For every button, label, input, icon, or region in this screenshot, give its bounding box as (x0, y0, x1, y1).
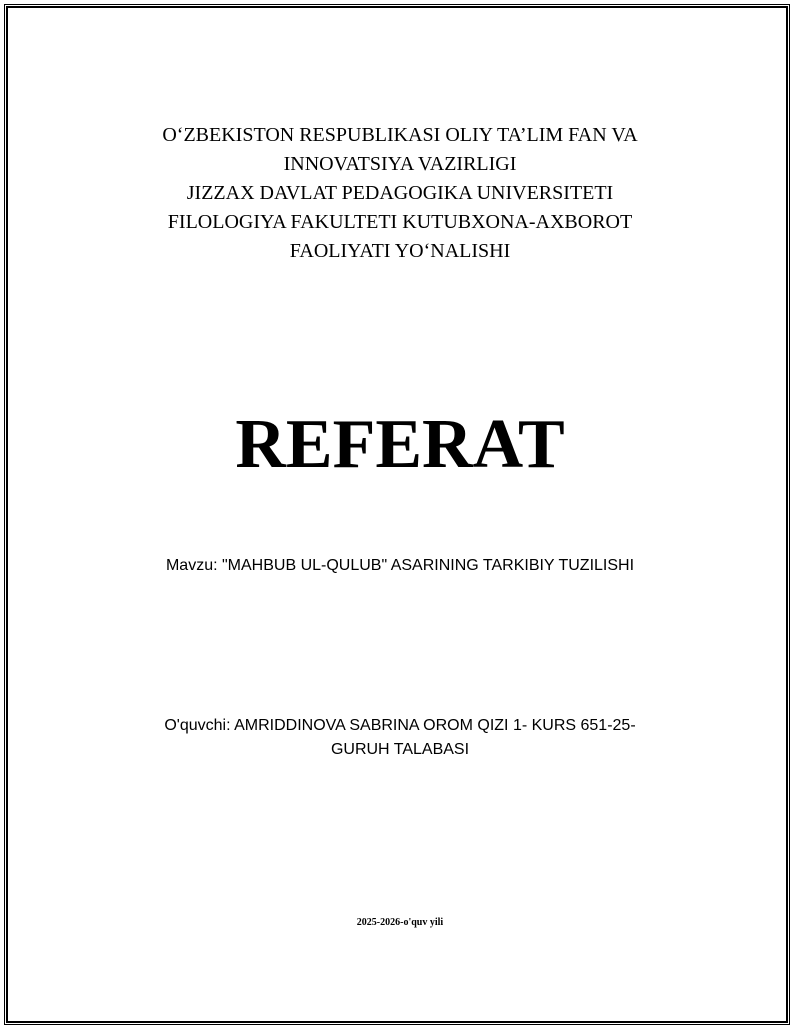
institution-header (0, 121, 800, 266)
topic-line: Mavzu: "MAHBUB UL-QULUB" ASARINING TARKIBIY TUZILISHI (165, 557, 635, 574)
header-line-faculty-2: FAOLIYATI YO‘NALISHI (289, 240, 511, 262)
header-line-ministry-2: INNOVATSIYA VAZIRLIGI (283, 153, 517, 175)
header-line-ministry-1: O‘ZBEKISTON RESPUBLIKASI OLIY TA’LIM FAN VA (162, 124, 638, 146)
document-title: REFERAT (235, 406, 565, 483)
student-line-2: GURUH TALABASI (330, 741, 470, 758)
header-line-university: JIZZAX DAVLAT PEDAGOGIKA UNIVERSITETI (186, 182, 614, 204)
student-line-1: O'quvchi: AMRIDDINOVA SABRINA OROM QIZI 1- KURS 651-25- (164, 717, 636, 734)
academic-year: 2025-2026-o'quv yili (356, 917, 444, 928)
header-line-faculty-1: FILOLOGIYA FAKULTETI KUTUBXONA-AXBOROT (167, 211, 633, 233)
student-info (0, 714, 800, 762)
